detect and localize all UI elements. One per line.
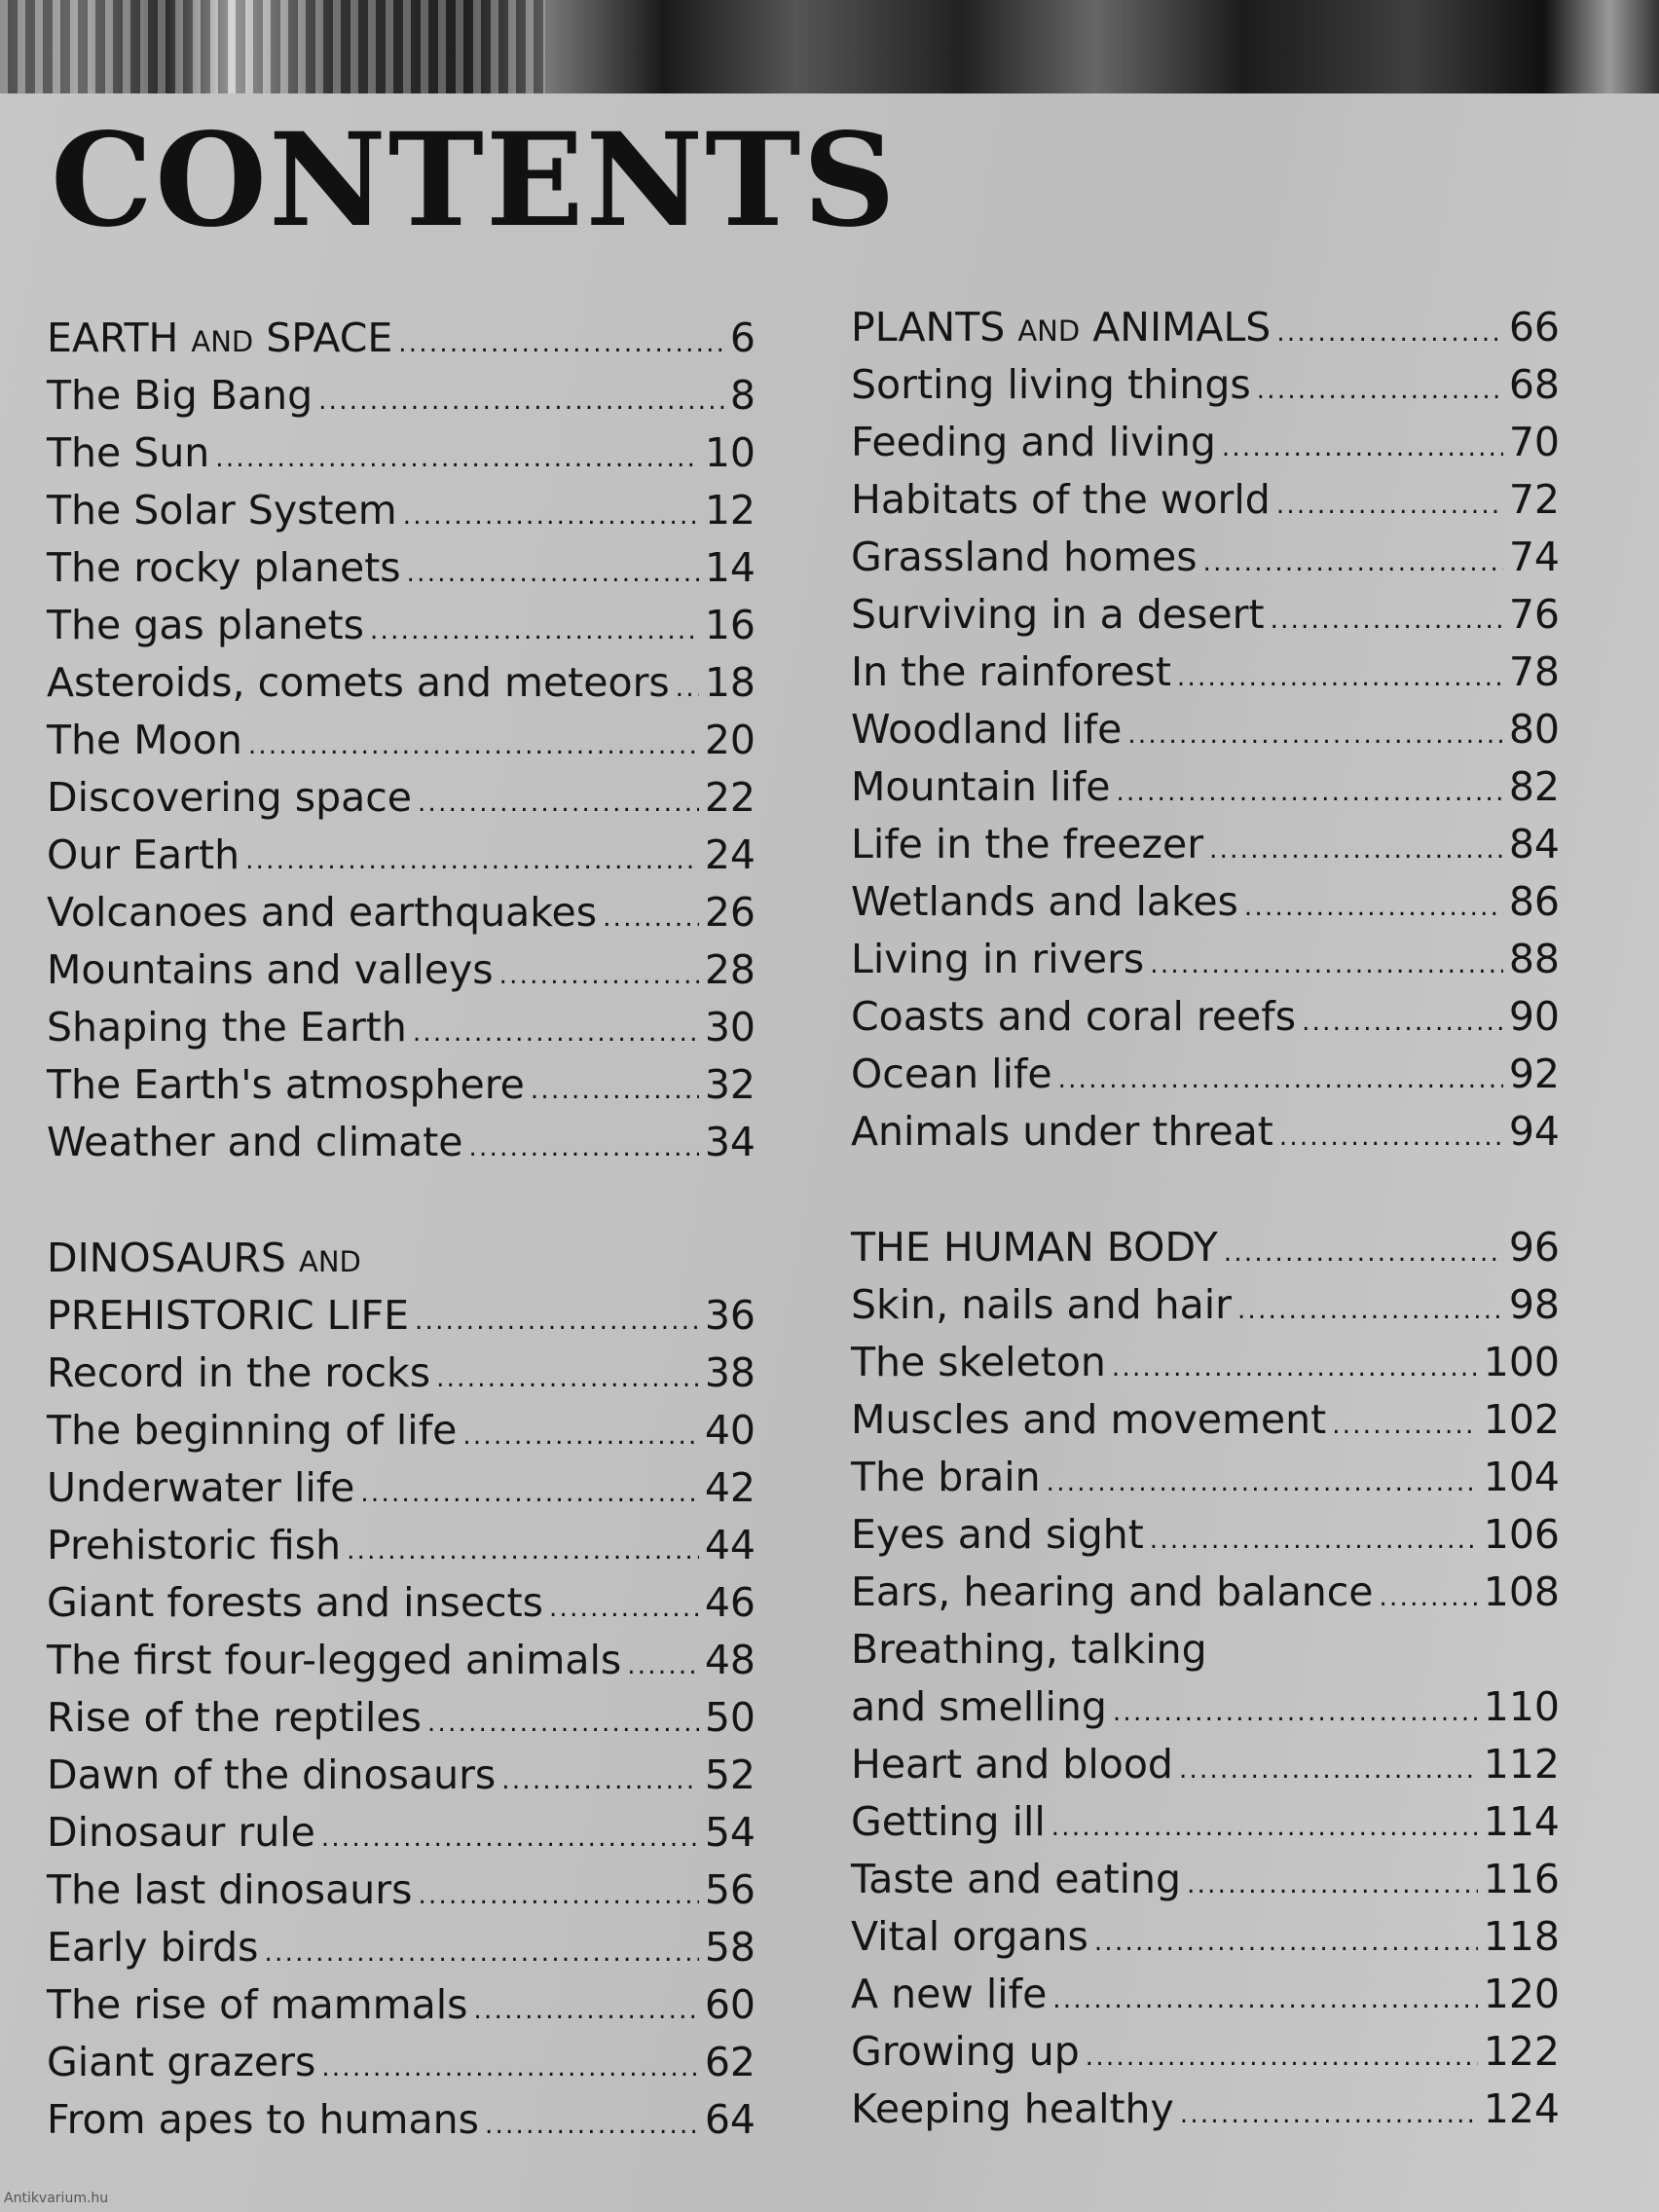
toc-entry-our-earth xyxy=(47,827,756,884)
page-number: 90 xyxy=(1508,993,1560,1040)
entry-label: The Big Bang xyxy=(47,372,313,419)
watermark: Antikvarium.hu xyxy=(4,2191,109,2206)
entry-label: The Sun xyxy=(47,429,210,476)
entry-label: Living in rivers xyxy=(851,936,1145,982)
toc-entry-wetlands-and-lakes xyxy=(851,873,1560,931)
dot-leader xyxy=(403,482,699,545)
toc-entry-the-first-four-legged-animals xyxy=(47,1632,756,1689)
dot-leader xyxy=(370,597,699,660)
toc-entry-weather-and-climate xyxy=(47,1114,756,1171)
dot-leader xyxy=(1150,1506,1478,1569)
entry-label: Underwater life xyxy=(47,1464,355,1511)
dot-leader xyxy=(1177,644,1503,707)
dot-leader xyxy=(1047,1449,1478,1512)
page-number: 54 xyxy=(704,1809,756,1856)
dot-leader xyxy=(1113,1678,1478,1742)
dot-leader xyxy=(485,2091,699,2155)
toc-entry-the-big-bang xyxy=(47,367,756,424)
page-number: 10 xyxy=(704,429,756,476)
dot-leader xyxy=(1257,356,1503,420)
page-number: 26 xyxy=(704,889,756,936)
toc-entry-from-apes-to-humans xyxy=(47,2091,756,2149)
toc-entry-the-last-dinosaurs xyxy=(47,1862,756,1919)
section-heading-label: THE HUMAN BODY xyxy=(851,1224,1218,1271)
page-number: 96 xyxy=(1508,1224,1560,1271)
toc-entry-feeding-and-living xyxy=(851,414,1560,471)
page-number: 38 xyxy=(704,1349,756,1396)
dot-leader xyxy=(347,1517,699,1580)
toc-entry-giant-grazers xyxy=(47,2034,756,2091)
entry-label: Animals under threat xyxy=(851,1108,1273,1155)
dot-leader xyxy=(1237,1276,1503,1340)
page-number: 42 xyxy=(704,1464,756,1511)
toc-entry-dawn-of-the-dinosaurs xyxy=(47,1747,756,1804)
temple-columns-image xyxy=(0,0,545,93)
toc-entry-woodland-life xyxy=(851,701,1560,758)
dot-leader xyxy=(627,1632,699,1695)
page-number: 86 xyxy=(1508,878,1560,925)
page-number: 62 xyxy=(704,2039,756,2085)
entry-label: A new life xyxy=(851,1971,1048,2017)
toc-entry-the-beginning-of-life xyxy=(47,1402,756,1459)
page-number: 16 xyxy=(704,602,756,648)
toc-entry-skin-nails-and-hair xyxy=(851,1276,1560,1334)
dot-leader xyxy=(603,884,699,947)
page-number: 100 xyxy=(1483,1339,1560,1385)
toc-entry-life-in-the-freezer xyxy=(851,816,1560,873)
dot-leader xyxy=(215,424,699,488)
entry-label: The skeleton xyxy=(851,1339,1106,1385)
toc-entry-the-gas-planets xyxy=(47,597,756,654)
dot-leader xyxy=(398,310,724,373)
entry-label: The Solar System xyxy=(47,487,397,534)
page-number: 36 xyxy=(704,1292,756,1339)
dot-leader xyxy=(1209,816,1503,879)
entry-label: Taste and eating xyxy=(851,1856,1182,1902)
page-number: 120 xyxy=(1483,1971,1560,2017)
entry-label: Feeding and living xyxy=(851,419,1216,465)
dot-leader xyxy=(1224,1219,1503,1282)
header-photo-strip xyxy=(0,0,1659,93)
toc-entry-volcanoes-and-earthquakes xyxy=(47,884,756,941)
entry-label: The rocky planets xyxy=(47,544,401,591)
page-number: 106 xyxy=(1483,1511,1560,1558)
toc-entry-vital-organs xyxy=(851,1908,1560,1966)
dot-leader xyxy=(474,1976,699,2040)
page-number: 60 xyxy=(704,1981,756,2028)
entry-label: and smelling xyxy=(851,1683,1107,1730)
toc-entry-giant-forests-and-insects xyxy=(47,1574,756,1632)
toc-entry-ocean-life xyxy=(851,1046,1560,1103)
entry-label: Woodland life xyxy=(851,706,1123,753)
entry-label: The first four-legged animals xyxy=(47,1637,622,1683)
page-number: 102 xyxy=(1483,1396,1560,1443)
entry-label: The Earth's atmosphere xyxy=(47,1061,525,1108)
toc-entry-the-skeleton xyxy=(851,1334,1560,1391)
toc-entry-the-brain xyxy=(851,1449,1560,1506)
toc-entry-the-solar-system xyxy=(47,482,756,539)
page-number: 28 xyxy=(704,946,756,993)
page-number: 56 xyxy=(704,1866,756,1913)
page-number: 20 xyxy=(704,717,756,763)
page-number: 98 xyxy=(1508,1281,1560,1328)
section-heading-plants-and-animals xyxy=(851,299,1560,356)
dot-leader xyxy=(1332,1391,1478,1455)
entry-label: Getting ill xyxy=(851,1798,1046,1845)
entry-label: Mountains and valleys xyxy=(47,946,494,993)
toc-entry-ears-hearing-and-balance xyxy=(851,1564,1560,1621)
toc-entry-surviving-in-a-desert xyxy=(851,586,1560,644)
entry-label: Discovering space xyxy=(47,774,413,821)
page-number: 84 xyxy=(1508,821,1560,867)
entry-label: Grassland homes xyxy=(851,534,1198,580)
page-number: 44 xyxy=(704,1522,756,1568)
dot-leader xyxy=(676,654,699,718)
section-heading-label: EARTH and SPACE xyxy=(47,314,393,361)
toc-entry-eyes-and-sight xyxy=(851,1506,1560,1564)
page-number: 78 xyxy=(1508,648,1560,695)
dot-leader xyxy=(418,1862,698,1925)
page-number: 30 xyxy=(704,1004,756,1051)
dot-leader xyxy=(265,1919,699,1982)
page-number: 14 xyxy=(704,544,756,591)
entry-label: Mountain life xyxy=(851,763,1111,810)
toc-entry-asteroids-comets-and-meteors xyxy=(47,654,756,712)
dot-leader xyxy=(1276,471,1503,535)
toc-entry-line xyxy=(851,1621,1560,1678)
dot-leader xyxy=(248,712,699,775)
entry-label: Eyes and sight xyxy=(851,1511,1144,1558)
dot-leader xyxy=(1244,873,1503,937)
dot-leader xyxy=(318,367,724,430)
toc-entry-taste-and-eating xyxy=(851,1851,1560,1908)
section-heading-label: DINOSAURS and xyxy=(47,1235,361,1281)
entry-label: Dawn of the dinosaurs xyxy=(47,1751,497,1798)
dot-leader xyxy=(1203,529,1503,592)
entry-label: The brain xyxy=(851,1454,1041,1500)
entry-label: Weather and climate xyxy=(47,1119,463,1165)
dot-leader xyxy=(501,1747,699,1810)
dot-leader xyxy=(1180,2081,1478,2144)
toc-entry-habitats-of-the-world xyxy=(851,471,1560,529)
dot-leader xyxy=(1187,1851,1478,1914)
entry-label: Habitats of the world xyxy=(851,476,1271,523)
page-number: 70 xyxy=(1508,419,1560,465)
dot-leader xyxy=(1279,1103,1503,1166)
entry-label: From apes to humans xyxy=(47,2096,479,2143)
toc-entry-in-the-rainforest xyxy=(851,644,1560,701)
entry-label: Muscles and movement xyxy=(851,1396,1327,1443)
toc-entry-the-rise-of-mammals xyxy=(47,1976,756,2034)
section-heading-prehistoric-life xyxy=(47,1287,756,1345)
toc-entry-animals-under-threat xyxy=(851,1103,1560,1161)
page-number: 18 xyxy=(704,659,756,706)
toc-entry-sorting-living-things xyxy=(851,356,1560,414)
toc-entry-growing-up xyxy=(851,2023,1560,2081)
dot-leader xyxy=(436,1345,699,1408)
entry-label: Ears, hearing and balance xyxy=(851,1568,1374,1615)
page-number: 52 xyxy=(704,1751,756,1798)
entry-label: Coasts and coral reefs xyxy=(851,993,1297,1040)
toc-entry-heart-and-blood xyxy=(851,1736,1560,1793)
dot-leader xyxy=(469,1114,699,1177)
page-number: 104 xyxy=(1483,1454,1560,1500)
entry-label: Prehistoric fish xyxy=(47,1522,342,1568)
page-number: 50 xyxy=(704,1694,756,1741)
dot-leader xyxy=(321,2034,698,2097)
page-number: 80 xyxy=(1508,706,1560,753)
dot-leader xyxy=(427,1689,699,1752)
entry-label: Ocean life xyxy=(851,1051,1052,1097)
page-number: 22 xyxy=(704,774,756,821)
section-heading-label: PLANTS and ANIMALS xyxy=(851,304,1272,350)
page-number: 66 xyxy=(1508,304,1560,350)
entry-label: Surviving in a desert xyxy=(851,591,1265,638)
dot-leader xyxy=(1222,414,1503,477)
page-number: 32 xyxy=(704,1061,756,1108)
toc-entry-the-moon xyxy=(47,712,756,769)
dot-leader xyxy=(1179,1736,1478,1799)
toc-entry-prehistoric-fish xyxy=(47,1517,756,1574)
page-number: 72 xyxy=(1508,476,1560,523)
toc-entry-shaping-the-earth xyxy=(47,999,756,1056)
toc-entry-rise-of-the-reptiles xyxy=(47,1689,756,1747)
entry-label: The last dinosaurs xyxy=(47,1866,413,1913)
dot-leader xyxy=(245,827,699,890)
entry-label: Record in the rocks xyxy=(47,1349,431,1396)
dot-leader xyxy=(1271,586,1503,649)
page-number: 76 xyxy=(1508,591,1560,638)
page-number: 114 xyxy=(1483,1798,1560,1845)
dot-leader xyxy=(418,769,699,832)
page-number: 58 xyxy=(704,1924,756,1971)
section-heading-label: PREHISTORIC LIFE xyxy=(47,1292,410,1339)
page-number: 110 xyxy=(1483,1683,1560,1730)
page-number: 48 xyxy=(704,1637,756,1683)
page-number: 74 xyxy=(1508,534,1560,580)
dot-leader xyxy=(1302,988,1503,1051)
toc-entry-and-smelling xyxy=(851,1678,1560,1736)
dot-leader xyxy=(1112,1334,1478,1397)
section-spacer xyxy=(47,1171,756,1230)
page-number: 122 xyxy=(1483,2028,1560,2075)
entry-label: Life in the freezer xyxy=(851,821,1204,867)
toc-entry-the-rocky-planets xyxy=(47,539,756,597)
dot-leader xyxy=(1276,299,1503,362)
page-number: 46 xyxy=(704,1579,756,1626)
toc-entry-coasts-and-coral-reefs xyxy=(851,988,1560,1046)
page-number: 94 xyxy=(1508,1108,1560,1155)
entry-label: The Moon xyxy=(47,717,242,763)
page-title: CONTENTS xyxy=(51,105,898,256)
toc-entry-a-new-life xyxy=(851,1966,1560,2023)
entry-label: Wetlands and lakes xyxy=(851,878,1238,925)
dot-leader xyxy=(407,539,699,603)
dot-leader xyxy=(1116,758,1502,822)
dot-leader xyxy=(1052,1966,1477,2029)
entry-label: In the rainforest xyxy=(851,648,1171,695)
page-number: 8 xyxy=(729,372,756,419)
dot-leader xyxy=(499,941,699,1005)
dot-leader xyxy=(1086,2023,1478,2086)
entry-label: The rise of mammals xyxy=(47,1981,468,2028)
toc-entry-muscles-and-movement xyxy=(851,1391,1560,1449)
entry-label: Breathing, talking xyxy=(851,1626,1207,1673)
dot-leader xyxy=(462,1402,698,1465)
page-number: 112 xyxy=(1483,1741,1560,1788)
entry-label: Asteroids, comets and meteors xyxy=(47,659,670,706)
dot-leader xyxy=(360,1459,698,1523)
toc-entry-keeping-healthy xyxy=(851,2081,1560,2138)
dot-leader xyxy=(1058,1046,1503,1109)
toc-entry-early-birds xyxy=(47,1919,756,1976)
entry-label: Volcanoes and earthquakes xyxy=(47,889,598,936)
section-spacer xyxy=(851,1161,1560,1219)
dot-leader xyxy=(1150,931,1503,994)
dot-leader xyxy=(549,1574,699,1638)
page-number: 24 xyxy=(704,831,756,878)
page-number: 88 xyxy=(1508,936,1560,982)
dot-leader xyxy=(1127,701,1502,764)
entry-label: Early birds xyxy=(47,1924,259,1971)
page-number: 82 xyxy=(1508,763,1560,810)
toc-entry-living-in-rivers xyxy=(851,931,1560,988)
entry-label: Keeping healthy xyxy=(851,2085,1174,2132)
dot-leader xyxy=(1051,1793,1478,1857)
page-number: 124 xyxy=(1483,2085,1560,2132)
toc-entry-underwater-life xyxy=(47,1459,756,1517)
page-number: 12 xyxy=(704,487,756,534)
page-number: 34 xyxy=(704,1119,756,1165)
toc-entry-the-earth-s-atmosphere xyxy=(47,1056,756,1114)
entry-label: Rise of the reptiles xyxy=(47,1694,423,1741)
section-heading-line xyxy=(47,1230,756,1287)
section-heading-the-human-body xyxy=(851,1219,1560,1276)
dot-leader xyxy=(413,999,699,1062)
toc-entry-discovering-space xyxy=(47,769,756,827)
entry-label: Skin, nails and hair xyxy=(851,1281,1233,1328)
toc-entry-record-in-the-rocks xyxy=(47,1345,756,1402)
toc-entry-getting-ill xyxy=(851,1793,1560,1851)
left-column xyxy=(47,310,756,2149)
entry-label: Shaping the Earth xyxy=(47,1004,407,1051)
page-number: 92 xyxy=(1508,1051,1560,1097)
entry-label: Dinosaur rule xyxy=(47,1809,315,1856)
entry-label: Growing up xyxy=(851,2028,1080,2075)
entry-label: The gas planets xyxy=(47,602,365,648)
entry-label: Our Earth xyxy=(47,831,240,878)
dot-leader xyxy=(1094,1908,1478,1972)
right-column xyxy=(851,299,1560,2138)
page-number: 118 xyxy=(1483,1913,1560,1960)
entry-label: Heart and blood xyxy=(851,1741,1173,1788)
page-number: 6 xyxy=(729,314,756,361)
entry-label: Giant forests and insects xyxy=(47,1579,544,1626)
toc-entry-grassland-homes xyxy=(851,529,1560,586)
toc-entry-the-sun xyxy=(47,424,756,482)
entry-label: Giant grazers xyxy=(47,2039,316,2085)
entry-label: Sorting living things xyxy=(851,361,1251,408)
dot-leader xyxy=(415,1287,699,1350)
page-number: 68 xyxy=(1508,361,1560,408)
dot-leader xyxy=(531,1056,699,1120)
toc-entry-mountain-life xyxy=(851,758,1560,816)
page-number: 116 xyxy=(1483,1856,1560,1902)
dot-leader xyxy=(321,1804,699,1867)
toc-entry-dinosaur-rule xyxy=(47,1804,756,1862)
entry-label: Vital organs xyxy=(851,1913,1088,1960)
toc-entry-mountains-and-valleys xyxy=(47,941,756,999)
page-number: 40 xyxy=(704,1407,756,1454)
dot-leader xyxy=(1380,1564,1478,1627)
page-number: 108 xyxy=(1483,1568,1560,1615)
page-number: 64 xyxy=(704,2096,756,2143)
entry-label: The beginning of life xyxy=(47,1407,458,1454)
section-heading-earth-and-space xyxy=(47,310,756,367)
